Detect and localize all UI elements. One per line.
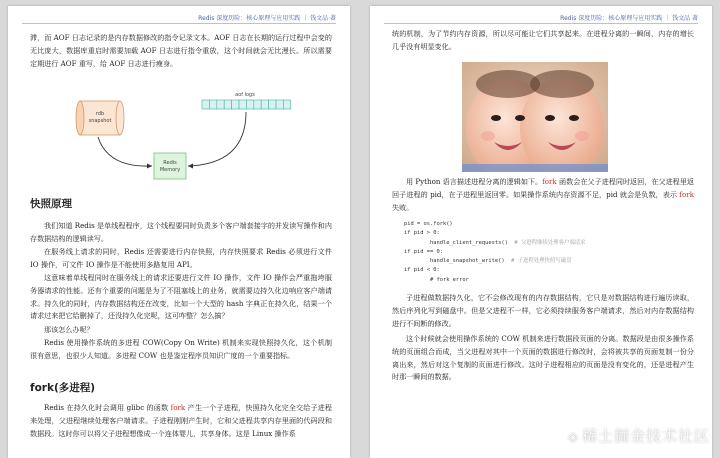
paragraph: 在服务线上请求的同时，Redis 还需要进行内存快照，内存快照要求 Redis 必须进行文件 IO 操作，可文件 IO 操作是不能使用多路复用 API。 [30, 247, 332, 269]
fork-keyword: fork [542, 177, 557, 186]
aof-logs-cells [202, 100, 291, 109]
arrow-aof-to-memory [188, 112, 246, 166]
header-rule [384, 23, 698, 24]
page-header: Redis 深度历险：核心原理与应用实践 ｜ 钱文品 著 [198, 15, 336, 22]
right-page [370, 6, 712, 458]
aof-log-cell [269, 100, 276, 109]
paragraph: 子进程做数据持久化，它不会修改现有的内存数据结构，它只是对数据结构进行遍历读取，然后序列化写到磁盘中。但是父进程不一样，它必须持续服务客户端请求，然后对内存数据结构进行不间断的修改。 [392, 293, 694, 328]
aof-log-cell [217, 100, 224, 109]
section-title-snapshot: 快照原理 [30, 198, 72, 210]
intro-paragraph: 滞，而 AOF 日志记录的是内存数据修改的指令记录文本。AOF 日志在长期的运行过程中会变的无比庞大，数据库重启时需要加载 AOF 日志进行指令重放，这个时间就会无比漫长。所以需要定期进行 AOF 重写，给 AOF 日志进行瘦身。 [30, 33, 332, 68]
twin-babies-photo [462, 62, 608, 172]
aof-log-cell [246, 100, 253, 109]
rdb-label: rdb snapshot [88, 111, 112, 124]
aof-log-cell [202, 100, 209, 109]
paragraph: 那该怎么办呢？ [44, 325, 94, 334]
memory-label: Redis Memory [159, 160, 181, 173]
juejin-logo-icon: ◈ [567, 430, 579, 445]
paragraph: Redis 使用操作系统的多进程 COW(Copy On Write) 机制来实现快照持久化，这个机制很有意思，也很少人知道。多进程 COW 也是鉴定程序员知识广度的一个重要指标。 [30, 338, 332, 360]
paragraph: 我们知道 Redis 是单线程程序，这个线程要同时负责多个客户端套接字的并发读写操作和内存数据结构的逻辑读写。 [30, 221, 332, 243]
aof-log-cell [209, 100, 216, 109]
fork-keyword: fork [679, 189, 694, 199]
page-header: Redis 深度历险：核心原理与应用实践 ｜ 钱文品 著 [560, 15, 698, 22]
fork-keyword: fork [170, 403, 186, 412]
aof-snapshot-diagram [68, 88, 298, 188]
paragraph: 统的机制，为了节约内存资源，所以尽可能让它们共享起来。在进程分离的一瞬间，内存的增长几乎没有明显变化。 [392, 29, 694, 51]
juejin-watermark: ◈ 稀土掘金技术社区 [567, 427, 710, 445]
aof-log-cell [239, 100, 246, 109]
code-comment: # 子进程处理快照写磁盘 [504, 258, 572, 265]
python-code-block: pid = os.fork() if pid > 0: handle_client_requests() # 父进程继续处理客户端请求 if pid == 0: handle_snapshot_write() # 子进程处理快照写磁盘 if pid < 0: # fork error [404, 221, 586, 283]
redis-memory-box [154, 153, 186, 179]
section-title-fork: fork(多进程) [30, 382, 96, 394]
aof-log-cell [261, 100, 268, 109]
arrow-rdb-to-memory [98, 137, 152, 166]
aof-log-cell [224, 100, 231, 109]
aof-label: aof logs [235, 92, 255, 98]
aof-log-cell [254, 100, 261, 109]
left-page [8, 6, 350, 458]
paragraph: 这意味着单线程同时在服务线上的请求还要进行文件 IO 操作，文件 IO 操作会严重拖垮服务器请求的性能。还有个重要的问题是为了不阻塞线上的业务，就需要边持久化边响应客户端请求。持久化的同时，内存数据结构还在改变，比如一个大型的 hash 字典正在持久化，结果一个请求过来把它给删掉了，还没持久化完呢，这可咋整？怎么搞？ [30, 273, 332, 321]
aof-log-cell [232, 100, 239, 109]
paragraph: 用 Python 语言描述进程分离的逻辑如下。fork 函数会在父子进程同时返回，在父进程里返回子进程的 pid，在子进程里返回零。如果操作系统内存资源不足，pid 就会是负数，表示 fork 失败。 [392, 177, 694, 212]
aof-log-cell [283, 100, 290, 109]
paragraph: Redis 在持久化时会调用 glibc 的函数 fork 产生一个子进程，快照持久化完全交给子进程来处理，父进程继续处理客户端请求。子进程刚刚产生时，它和父进程共享内存里面的代码段和数据段。这时你可以将父子进程想像成一个连体婴儿，共享身体。这是 Linux 操作系 [30, 403, 332, 438]
code-comment: # 父进程继续处理客户端请求 [507, 239, 586, 246]
paragraph: 这个时候就会使用操作系统的 COW 机制来进行数据段页面的分离。数据段是由很多操作系统的页面组合而成，当父进程对其中一个页面的数据进行修改时，会将被共享的页面复制一份分离出来，然后对这个复制的页面进行修改。这时子进程相应的页面是没有变化的，还是进程产生时那一瞬间的数据。 [392, 334, 694, 382]
aof-log-cell [276, 100, 283, 109]
header-rule [22, 23, 336, 24]
rdb-snapshot-cylinder [76, 101, 124, 135]
